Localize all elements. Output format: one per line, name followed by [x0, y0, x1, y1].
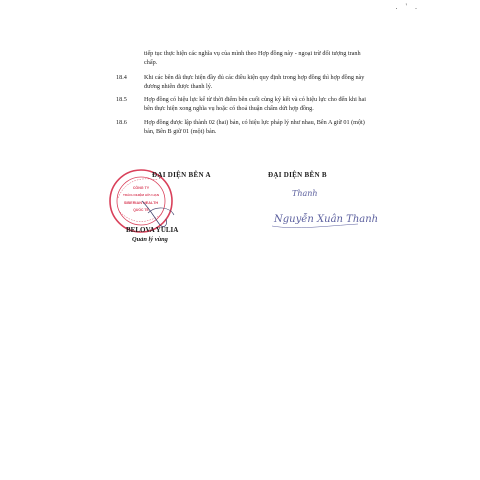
clause-number: 18.4	[116, 74, 127, 81]
signature-full: Nguyễn Xuân Thanh	[274, 214, 379, 225]
signature-initial: Thanh	[292, 189, 318, 198]
signature-b-icon	[266, 180, 379, 240]
clause-text: Hợp đồng được lập thành 02 (hai) bản, có hiệu lực pháp lý như nhau, Bên A giữ 01 (một) bản, Bên B giữ 01 (một) bản.	[144, 119, 365, 136]
party-a-title: ĐẠI DIỆN BÊN A	[152, 171, 211, 179]
clause-number: 18.6	[116, 119, 127, 126]
clause-18-4	[116, 73, 366, 93]
party-a-name: BELOVA YULIA	[126, 226, 179, 234]
clause-text: tiếp tục thực hiện các nghĩa vụ của mình theo Hợp đồng này - ngoại trừ đối tượng tranh chấp.	[144, 50, 361, 67]
clause-18-6	[116, 118, 366, 138]
clause-text: Khi các bên đã thực hiện đầy đủ các điều kiện quy định trong hợp đồng thì hợp đồng này đương nhiên được thanh lý.	[144, 74, 365, 91]
clause-number: 18.5	[116, 96, 127, 103]
stamp-line: TRÁCH NHIỆM HỮU HẠN	[123, 193, 159, 197]
stamp-line: CÔNG TY	[132, 186, 150, 190]
clause-continuation	[116, 49, 366, 69]
stamp-line: SIBERIAN HEALTH	[123, 201, 159, 205]
clause-text: Hợp đồng có hiệu lực kể từ thời điểm bên cuối cùng ký kết và có hiệu lực cho đến khi hai bên thực hiện xong nghĩa vụ hoặc có thoả thuận chấm dứt hợp đồng.	[144, 96, 366, 113]
party-b-title: ĐẠI DIỆN BÊN B	[268, 171, 327, 179]
stamp-line: QUỐC TẾ	[133, 208, 149, 212]
party-a-role: Quản lý vùng	[132, 236, 168, 243]
corner-marks: . ' .	[395, 2, 420, 11]
